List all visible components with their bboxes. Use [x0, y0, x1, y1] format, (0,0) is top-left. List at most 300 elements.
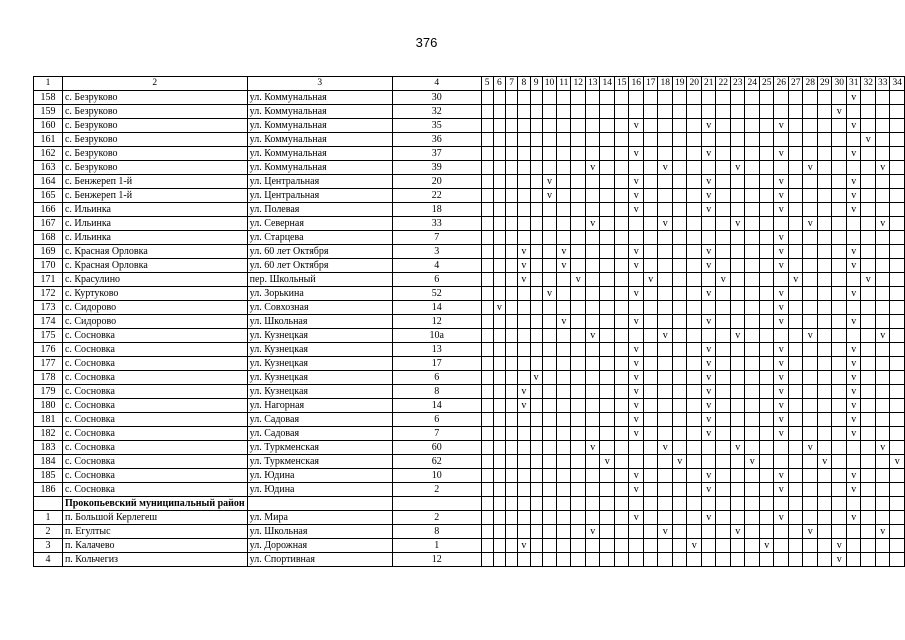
mark-cell [585, 343, 600, 357]
house-cell [392, 497, 481, 511]
mark-cell: v [846, 399, 861, 413]
mark-cell [730, 469, 745, 483]
mark-cell [687, 259, 702, 273]
mark-cell [542, 231, 557, 245]
mark-cell [774, 217, 789, 231]
column-header: 1 [34, 77, 63, 91]
mark-cell [890, 553, 905, 567]
mark-cell [643, 413, 658, 427]
street-cell: ул. Спортивная [247, 553, 392, 567]
house-cell: 52 [392, 287, 481, 301]
mark-cell [861, 553, 876, 567]
mark-cell [658, 427, 673, 441]
mark-cell [481, 413, 493, 427]
mark-cell [643, 427, 658, 441]
mark-cell: v [557, 315, 571, 329]
mark-cell [542, 455, 557, 469]
mark-cell [658, 469, 673, 483]
house-cell: 6 [392, 273, 481, 287]
mark-cell: v [701, 203, 716, 217]
mark-cell [506, 315, 518, 329]
mark-cell: v [629, 469, 644, 483]
mark-cell [643, 315, 658, 329]
mark-cell [701, 329, 716, 343]
mark-cell: v [861, 273, 876, 287]
mark-cell [861, 287, 876, 301]
mark-cell [643, 133, 658, 147]
mark-cell: v [629, 147, 644, 161]
mark-cell [788, 315, 803, 329]
mark-cell [481, 315, 493, 329]
mark-cell [745, 357, 760, 371]
mark-cell [730, 133, 745, 147]
mark-cell [701, 133, 716, 147]
mark-cell [585, 231, 600, 245]
table-row [34, 441, 905, 455]
mark-cell [629, 133, 644, 147]
mark-cell [493, 413, 505, 427]
mark-cell [861, 217, 876, 231]
mark-cell [629, 553, 644, 567]
mark-cell [716, 455, 731, 469]
mark-cell [817, 189, 832, 203]
mark-cell [571, 217, 586, 231]
mark-cell [832, 203, 847, 217]
table-row [34, 287, 905, 301]
mark-cell [672, 315, 687, 329]
mark-cell [759, 231, 774, 245]
mark-cell [518, 413, 530, 427]
table-row [34, 175, 905, 189]
mark-cell [571, 175, 586, 189]
mark-cell [745, 413, 760, 427]
mark-cell [672, 539, 687, 553]
mark-cell [803, 357, 818, 371]
mark-cell [571, 343, 586, 357]
mark-cell [875, 399, 890, 413]
street-cell: ул. 60 лет Октября [247, 259, 392, 273]
mark-cell [585, 203, 600, 217]
mark-cell: v [774, 427, 789, 441]
mark-cell [530, 287, 542, 301]
mark-cell [530, 357, 542, 371]
street-cell: ул. Центральная [247, 175, 392, 189]
mark-cell [788, 203, 803, 217]
mark-cell [832, 315, 847, 329]
mark-cell [803, 133, 818, 147]
mark-cell [506, 371, 518, 385]
mark-cell [506, 511, 518, 525]
mark-cell: v [629, 427, 644, 441]
mark-cell [832, 357, 847, 371]
mark-cell [759, 427, 774, 441]
mark-cell: v [875, 525, 890, 539]
mark-cell [493, 427, 505, 441]
mark-cell [716, 301, 731, 315]
mark-cell [817, 91, 832, 105]
mark-cell [585, 357, 600, 371]
house-cell: 18 [392, 203, 481, 217]
mark-cell [788, 91, 803, 105]
mark-cell [861, 371, 876, 385]
mark-cell [672, 301, 687, 315]
mark-cell [530, 413, 542, 427]
mark-cell [861, 301, 876, 315]
mark-cell: v [774, 371, 789, 385]
mark-cell: v [629, 175, 644, 189]
house-cell: 33 [392, 217, 481, 231]
street-cell: ул. Туркменская [247, 455, 392, 469]
mark-cell [571, 441, 586, 455]
mark-cell [745, 259, 760, 273]
mark-cell [481, 371, 493, 385]
mark-cell: v [774, 315, 789, 329]
settlement-cell: п. Егултыс [62, 525, 247, 539]
mark-cell [557, 231, 571, 245]
table-row [34, 553, 905, 567]
mark-cell [817, 245, 832, 259]
mark-cell: v [846, 357, 861, 371]
mark-cell [614, 273, 629, 287]
mark-cell [716, 161, 731, 175]
table-row [34, 203, 905, 217]
mark-cell [788, 231, 803, 245]
mark-cell [846, 273, 861, 287]
mark-cell [530, 147, 542, 161]
mark-cell [585, 413, 600, 427]
mark-cell [481, 483, 493, 497]
mark-cell [530, 315, 542, 329]
mark-cell [745, 175, 760, 189]
table-row [34, 539, 905, 553]
mark-cell: v [658, 441, 673, 455]
mark-cell [557, 343, 571, 357]
table-row [34, 385, 905, 399]
mark-cell: v [701, 175, 716, 189]
mark-cell: v [774, 245, 789, 259]
mark-cell: v [629, 357, 644, 371]
mark-cell [542, 217, 557, 231]
mark-cell: v [701, 119, 716, 133]
mark-cell [557, 441, 571, 455]
mark-cell [614, 357, 629, 371]
mark-cell [745, 497, 760, 511]
mark-cell [890, 427, 905, 441]
mark-cell [614, 539, 629, 553]
mark-cell [542, 329, 557, 343]
mark-cell [701, 441, 716, 455]
mark-cell [890, 175, 905, 189]
mark-cell [774, 455, 789, 469]
mark-cell [875, 273, 890, 287]
column-header: 12 [571, 77, 586, 91]
mark-cell [481, 91, 493, 105]
mark-cell [672, 525, 687, 539]
mark-cell [614, 511, 629, 525]
mark-cell [832, 301, 847, 315]
mark-cell [759, 497, 774, 511]
mark-cell: v [658, 161, 673, 175]
mark-cell [716, 483, 731, 497]
mark-cell [614, 287, 629, 301]
mark-cell [506, 413, 518, 427]
mark-cell: v [803, 161, 818, 175]
mark-cell [557, 511, 571, 525]
house-cell: 17 [392, 357, 481, 371]
mark-cell [600, 371, 615, 385]
mark-cell [481, 147, 493, 161]
mark-cell [861, 175, 876, 189]
mark-cell [542, 315, 557, 329]
mark-cell [716, 203, 731, 217]
mark-cell [788, 553, 803, 567]
mark-cell [542, 147, 557, 161]
mark-cell: v [585, 217, 600, 231]
mark-cell [687, 441, 702, 455]
mark-cell [730, 343, 745, 357]
house-cell: 4 [392, 259, 481, 273]
mark-cell: v [803, 525, 818, 539]
mark-cell [890, 259, 905, 273]
mark-cell [672, 329, 687, 343]
mark-cell [687, 371, 702, 385]
mark-cell: v [518, 399, 530, 413]
mark-cell [817, 287, 832, 301]
mark-cell [542, 371, 557, 385]
mark-cell [614, 161, 629, 175]
mark-cell [493, 315, 505, 329]
mark-cell: v [701, 427, 716, 441]
column-header: 8 [518, 77, 530, 91]
mark-cell [585, 259, 600, 273]
mark-cell [506, 189, 518, 203]
mark-cell [557, 497, 571, 511]
mark-cell [730, 413, 745, 427]
mark-cell [571, 497, 586, 511]
house-cell: 2 [392, 511, 481, 525]
mark-cell [817, 399, 832, 413]
mark-cell: v [658, 217, 673, 231]
mark-cell [600, 469, 615, 483]
mark-cell [506, 119, 518, 133]
mark-cell [832, 273, 847, 287]
table-row [34, 427, 905, 441]
mark-cell: v [875, 217, 890, 231]
mark-cell [701, 539, 716, 553]
mark-cell [672, 119, 687, 133]
mark-cell [890, 399, 905, 413]
column-header: 16 [629, 77, 644, 91]
mark-cell [481, 399, 493, 413]
mark-cell [530, 217, 542, 231]
settlement-cell: с. Безруково [62, 133, 247, 147]
mark-cell [861, 231, 876, 245]
street-cell: ул. Школьная [247, 315, 392, 329]
mark-cell [788, 287, 803, 301]
mark-cell [788, 175, 803, 189]
mark-cell [861, 161, 876, 175]
street-cell: ул. Полевая [247, 203, 392, 217]
house-cell: 2 [392, 483, 481, 497]
mark-cell [614, 553, 629, 567]
mark-cell [542, 385, 557, 399]
house-cell: 6 [392, 371, 481, 385]
mark-cell: v [803, 441, 818, 455]
mark-cell: v [701, 315, 716, 329]
mark-cell [600, 189, 615, 203]
mark-cell: v [629, 399, 644, 413]
mark-cell [687, 287, 702, 301]
mark-cell [643, 329, 658, 343]
mark-cell [493, 497, 505, 511]
mark-cell [701, 231, 716, 245]
mark-cell [614, 259, 629, 273]
settlement-cell: с. Ильинка [62, 203, 247, 217]
mark-cell [716, 385, 731, 399]
street-cell: ул. Северная [247, 217, 392, 231]
street-cell: ул. Школьная [247, 525, 392, 539]
mark-cell [861, 259, 876, 273]
mark-cell [557, 455, 571, 469]
mark-cell [542, 441, 557, 455]
mark-cell [493, 385, 505, 399]
mark-cell [481, 497, 493, 511]
mark-cell [585, 553, 600, 567]
mark-cell: v [846, 511, 861, 525]
mark-cell: v [716, 273, 731, 287]
mark-cell [506, 441, 518, 455]
mark-cell [571, 245, 586, 259]
mark-cell [557, 385, 571, 399]
mark-cell [817, 147, 832, 161]
mark-cell [730, 203, 745, 217]
mark-cell [890, 301, 905, 315]
mark-cell [832, 469, 847, 483]
mark-cell [890, 497, 905, 511]
table-row [34, 161, 905, 175]
mark-cell [658, 343, 673, 357]
mark-cell [745, 273, 760, 287]
mark-cell [585, 273, 600, 287]
street-cell: ул. Совхозная [247, 301, 392, 315]
mark-cell [730, 511, 745, 525]
mark-cell [817, 539, 832, 553]
mark-cell [481, 357, 493, 371]
mark-cell: v [745, 455, 760, 469]
mark-cell [585, 119, 600, 133]
mark-cell [600, 357, 615, 371]
mark-cell [658, 273, 673, 287]
mark-cell [600, 147, 615, 161]
mark-cell [890, 539, 905, 553]
mark-cell [803, 497, 818, 511]
mark-cell [701, 273, 716, 287]
mark-cell [817, 427, 832, 441]
mark-cell [557, 287, 571, 301]
mark-cell: v [774, 357, 789, 371]
mark-cell [875, 175, 890, 189]
mark-cell [716, 315, 731, 329]
mark-cell [493, 343, 505, 357]
column-header: 10 [542, 77, 557, 91]
mark-cell [817, 203, 832, 217]
mark-cell [672, 357, 687, 371]
column-header: 2 [62, 77, 247, 91]
mark-cell: v [701, 245, 716, 259]
mark-cell [687, 91, 702, 105]
mark-cell [530, 343, 542, 357]
mark-cell [701, 525, 716, 539]
mark-cell [730, 539, 745, 553]
mark-cell [481, 105, 493, 119]
mark-cell [571, 357, 586, 371]
mark-cell [585, 189, 600, 203]
settlement-cell: с. Ильинка [62, 231, 247, 245]
mark-cell [672, 483, 687, 497]
mark-cell [861, 539, 876, 553]
mark-cell [774, 91, 789, 105]
row-number: 1 [34, 511, 63, 525]
mark-cell [493, 91, 505, 105]
mark-cell [530, 301, 542, 315]
mark-cell [571, 483, 586, 497]
mark-cell [585, 147, 600, 161]
mark-cell [875, 497, 890, 511]
mark-cell: v [846, 315, 861, 329]
street-cell: ул. Центральная [247, 189, 392, 203]
mark-cell [774, 525, 789, 539]
mark-cell [530, 161, 542, 175]
mark-cell [530, 245, 542, 259]
mark-cell [803, 399, 818, 413]
settlement-cell: с. Сидорово [62, 301, 247, 315]
mark-cell [530, 119, 542, 133]
mark-cell [861, 343, 876, 357]
mark-cell [493, 539, 505, 553]
mark-cell [493, 245, 505, 259]
mark-cell [571, 203, 586, 217]
mark-cell [846, 441, 861, 455]
mark-cell: v [701, 483, 716, 497]
mark-cell [481, 301, 493, 315]
mark-cell [672, 105, 687, 119]
mark-cell [600, 511, 615, 525]
mark-cell [506, 553, 518, 567]
mark-cell: v [629, 511, 644, 525]
mark-cell [716, 259, 731, 273]
mark-cell [629, 161, 644, 175]
mark-cell: v [585, 161, 600, 175]
mark-cell [687, 427, 702, 441]
mark-cell: v [542, 175, 557, 189]
mark-cell [745, 147, 760, 161]
mark-cell [672, 469, 687, 483]
street-cell: ул. Коммунальная [247, 133, 392, 147]
mark-cell [774, 133, 789, 147]
column-header: 31 [846, 77, 861, 91]
table-row [34, 371, 905, 385]
mark-cell: v [629, 119, 644, 133]
house-cell: 35 [392, 119, 481, 133]
mark-cell [730, 273, 745, 287]
mark-cell [643, 161, 658, 175]
mark-cell [890, 217, 905, 231]
mark-cell [481, 217, 493, 231]
mark-cell [614, 441, 629, 455]
mark-cell [571, 539, 586, 553]
mark-cell [803, 287, 818, 301]
mark-cell: v [672, 455, 687, 469]
